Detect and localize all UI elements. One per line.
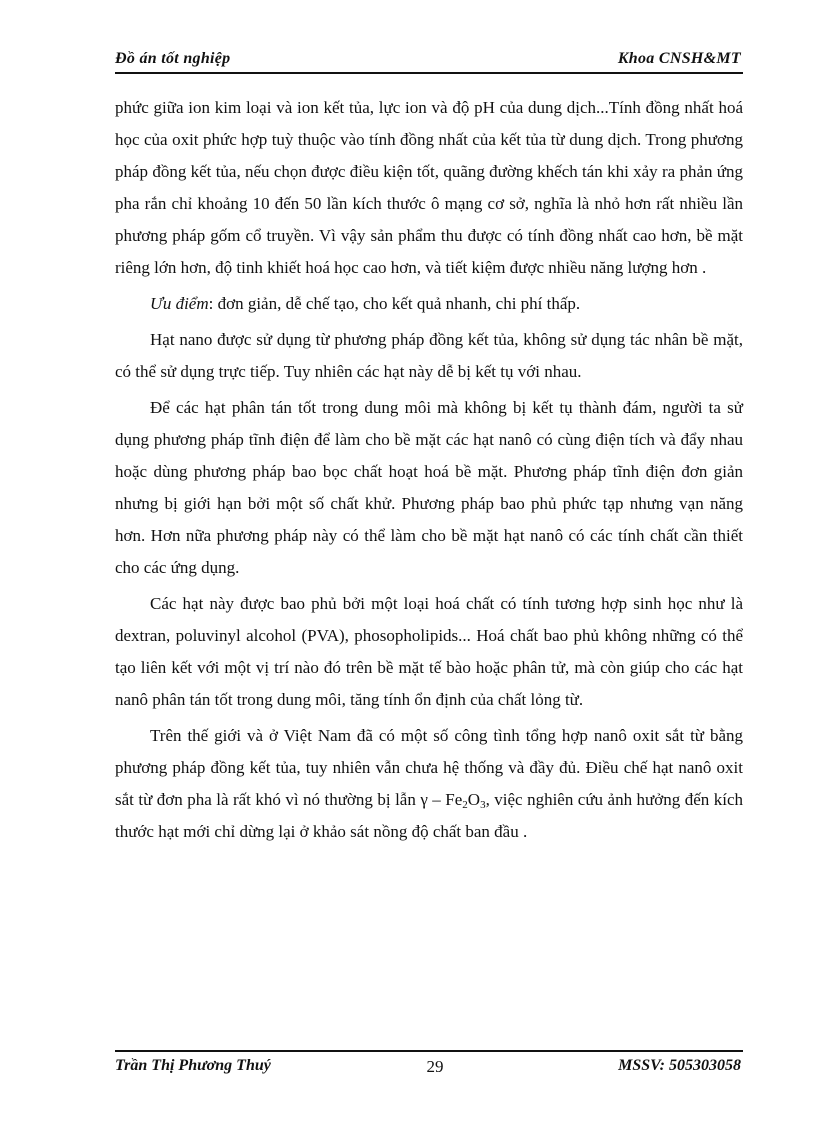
header-left-title: Đồ án tốt nghiệp: [115, 50, 231, 67]
paragraph-advantages: [115, 288, 743, 320]
page-content: [115, 92, 743, 852]
advantages-label: Ưu điểm: [150, 294, 209, 313]
subscript-3: 3: [480, 799, 486, 811]
paragraph-6-part-c: , việc nghiên cứu ảnh hưởng đến kích thước hạt mới chỉ dừng lại ở khảo sát nồng độ chất ban đầu .: [115, 790, 743, 841]
page-number: 29: [426, 1057, 444, 1076]
paragraph-6-part-b: O: [467, 790, 481, 809]
footer-student-id: MSSV: 505303058: [618, 1057, 741, 1074]
paragraph-3: Hạt nano được sử dụng từ phương pháp đồng kết tủa, không sử dụng tác nhân bề mặt, có thể sử dụng trực tiếp. Tuy nhiên các hạt này dễ bị kết tụ với nhau.: [115, 330, 743, 381]
subscript-2: 2: [462, 799, 468, 811]
footer-author: Trần Thị Phương Thuý: [115, 1057, 271, 1074]
paragraph-6: [115, 720, 743, 848]
paragraph-6-part-a: Trên thế giới và ở Việt Nam đã có một số công tình tổng hợp nanô oxit sắt từ bằng phương pháp đồng kết tủa, tuy nhiên vẫn chưa hệ thống và đầy đủ. Điều chế hạt nanô oxit sắt từ đơn pha là rất khó vì nó thường bị lẫn γ – Fe: [115, 726, 743, 809]
page-footer: [115, 1050, 743, 1080]
paragraph-4: Để các hạt phân tán tốt trong dung môi mà không bị kết tụ thành đám, người ta sử dụng phương pháp tĩnh điện để làm cho bề mặt các hạt nanô có cùng điện tích và đẩy nhau hoặc dùng phương pháp bao bọc chất hoạt hoá bề mặt. Phương pháp tĩnh điện đơn giản nhưng bị giới hạn bởi một số chất khử. Phương pháp bao phủ phức tạp nhưng vạn năng hơn. Hơn nữa phương pháp này có thể làm cho bề mặt hạt nanô có các tính chất cần thiết cho các ứng dụng.: [115, 398, 743, 577]
paragraph-1: phức giữa ion kim loại và ion kết tủa, lực ion và độ pH của dung dịch...Tính đồng nhất hoá học của oxit phức hợp tuỳ thuộc vào tính đồng nhất của kết tủa từ dung dịch. Trong phương pháp đồng kết tủa, nếu chọn được điều kiện tốt, quãng đường khếch tán khi xảy ra phản ứng pha rắn chỉ khoảng 10 đến 50 lần kích thước ô mạng cơ sở, nghĩa là nhỏ hơn rất nhiều lần phương pháp gốm cổ truyền. Vì vậy sản phẩm thu được có tính đồng nhất cao hơn, bề mặt riêng lớn hơn, độ tinh khiết hoá học cao hơn, và tiết kiệm được nhiều năng lượng hơn .: [115, 98, 743, 277]
advantages-text: : đơn giản, dễ chế tạo, cho kết quả nhanh, chi phí thấp.: [208, 294, 581, 313]
paragraph-5: Các hạt này được bao phủ bởi một loại hoá chất có tính tương hợp sinh học như là dextran, poluvinyl alcohol (PVA), phosopholipids... Hoá chất bao phủ không những có thể tạo liên kết với một vị trí nào đó trên bề mặt tế bào hoặc phân tử, mà còn giúp cho các hạt nanô phân tán tốt trong dung môi, tăng tính ổn định của chất lỏng từ.: [115, 594, 743, 709]
page-header: [115, 48, 743, 74]
header-right-title: Khoa CNSH&MT: [617, 50, 741, 67]
